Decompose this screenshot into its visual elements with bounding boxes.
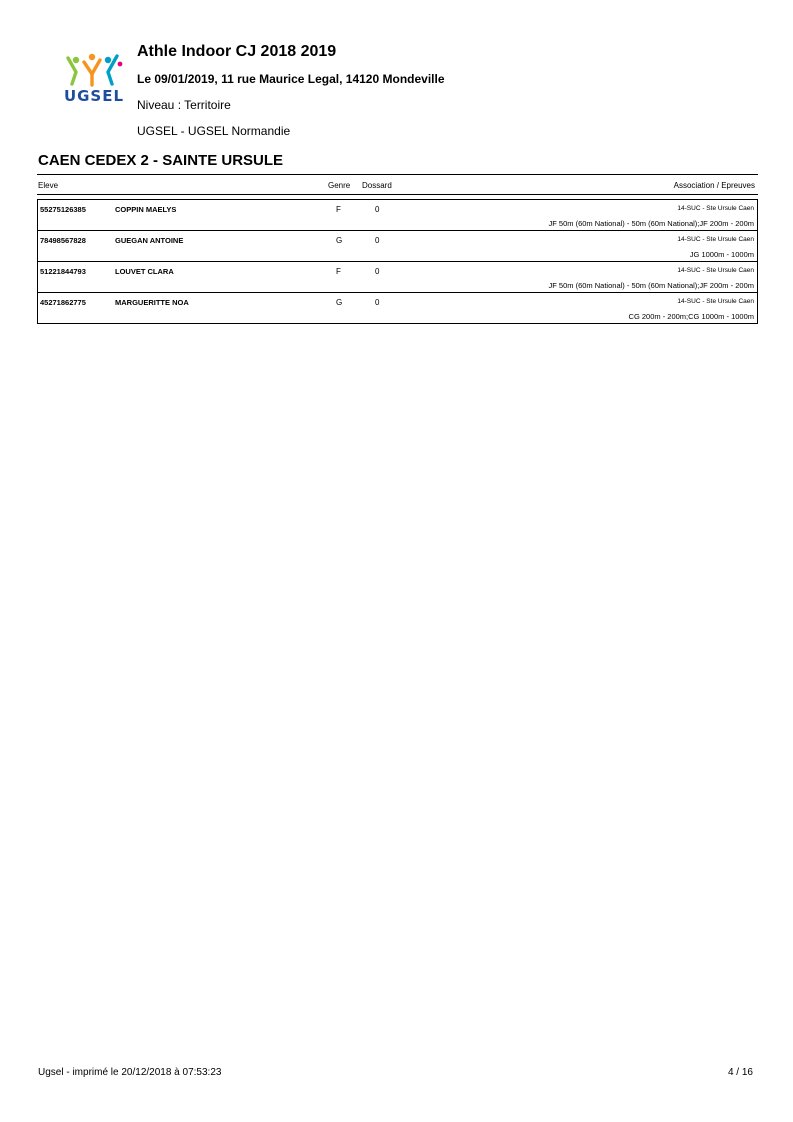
column-header-genre: Genre [328,181,351,190]
table-row [37,231,758,262]
student-dossard: 0 [375,298,380,307]
logo-text: UGSEL [63,87,125,105]
ugsel-logo [62,52,126,106]
student-genre: G [336,298,343,307]
table-header [37,174,758,195]
student-id: 45271862775 [40,298,86,307]
event-title: Athle Indoor CJ 2018 2019 [137,43,337,60]
student-association: 14-SUC - Ste Ursule Caen [677,236,754,243]
student-name: COPPIN MAELYS [115,205,177,214]
table-row [37,293,758,324]
participants-table [37,174,758,324]
student-genre: F [336,267,341,276]
page-number: 4 / 16 [727,1067,753,1078]
student-id: 51221844793 [40,267,86,276]
table-row [37,199,758,231]
student-association: 14-SUC - Ste Ursule Caen [677,205,754,212]
student-events: JF 50m (60m National) - 50m (60m National);JF 200m - 200m [548,281,754,290]
print-info: Ugsel - imprimé le 20/12/2018 à 07:53:23 [38,1067,222,1078]
student-name: LOUVET CLARA [115,267,174,276]
student-name: GUEGAN ANTOINE [115,236,184,245]
student-association: 14-SUC - Ste Ursule Caen [677,267,754,274]
column-header-eleve: Eleve [38,181,59,190]
student-id: 55275126385 [40,205,86,214]
student-events: JF 50m (60m National) - 50m (60m National);JF 200m - 200m [548,219,754,228]
student-genre: G [336,236,343,245]
student-genre: F [336,205,341,214]
school-heading: CAEN CEDEX 2 - SAINTE URSULE [38,152,284,169]
student-dossard: 0 [375,236,380,245]
event-level: Niveau : Territoire [137,98,231,112]
student-events: CG 200m - 200m;CG 1000m - 1000m [628,312,754,321]
student-dossard: 0 [375,205,380,214]
column-header-dossard: Dossard [362,181,392,190]
athletes-logo-icon [62,52,126,88]
student-name: MARGUERITTE NOA [115,298,189,307]
student-id: 78498567828 [40,236,86,245]
student-association: 14-SUC - Ste Ursule Caen [677,298,754,305]
table-row [37,262,758,293]
student-dossard: 0 [375,267,380,276]
event-date-location: Le 09/01/2019, 11 rue Maurice Legal, 14120 Mondeville [137,72,445,86]
column-header-association: Association / Epreuves [673,181,755,190]
event-organization: UGSEL - UGSEL Normandie [137,124,291,138]
student-events: JG 1000m - 1000m [689,250,754,259]
